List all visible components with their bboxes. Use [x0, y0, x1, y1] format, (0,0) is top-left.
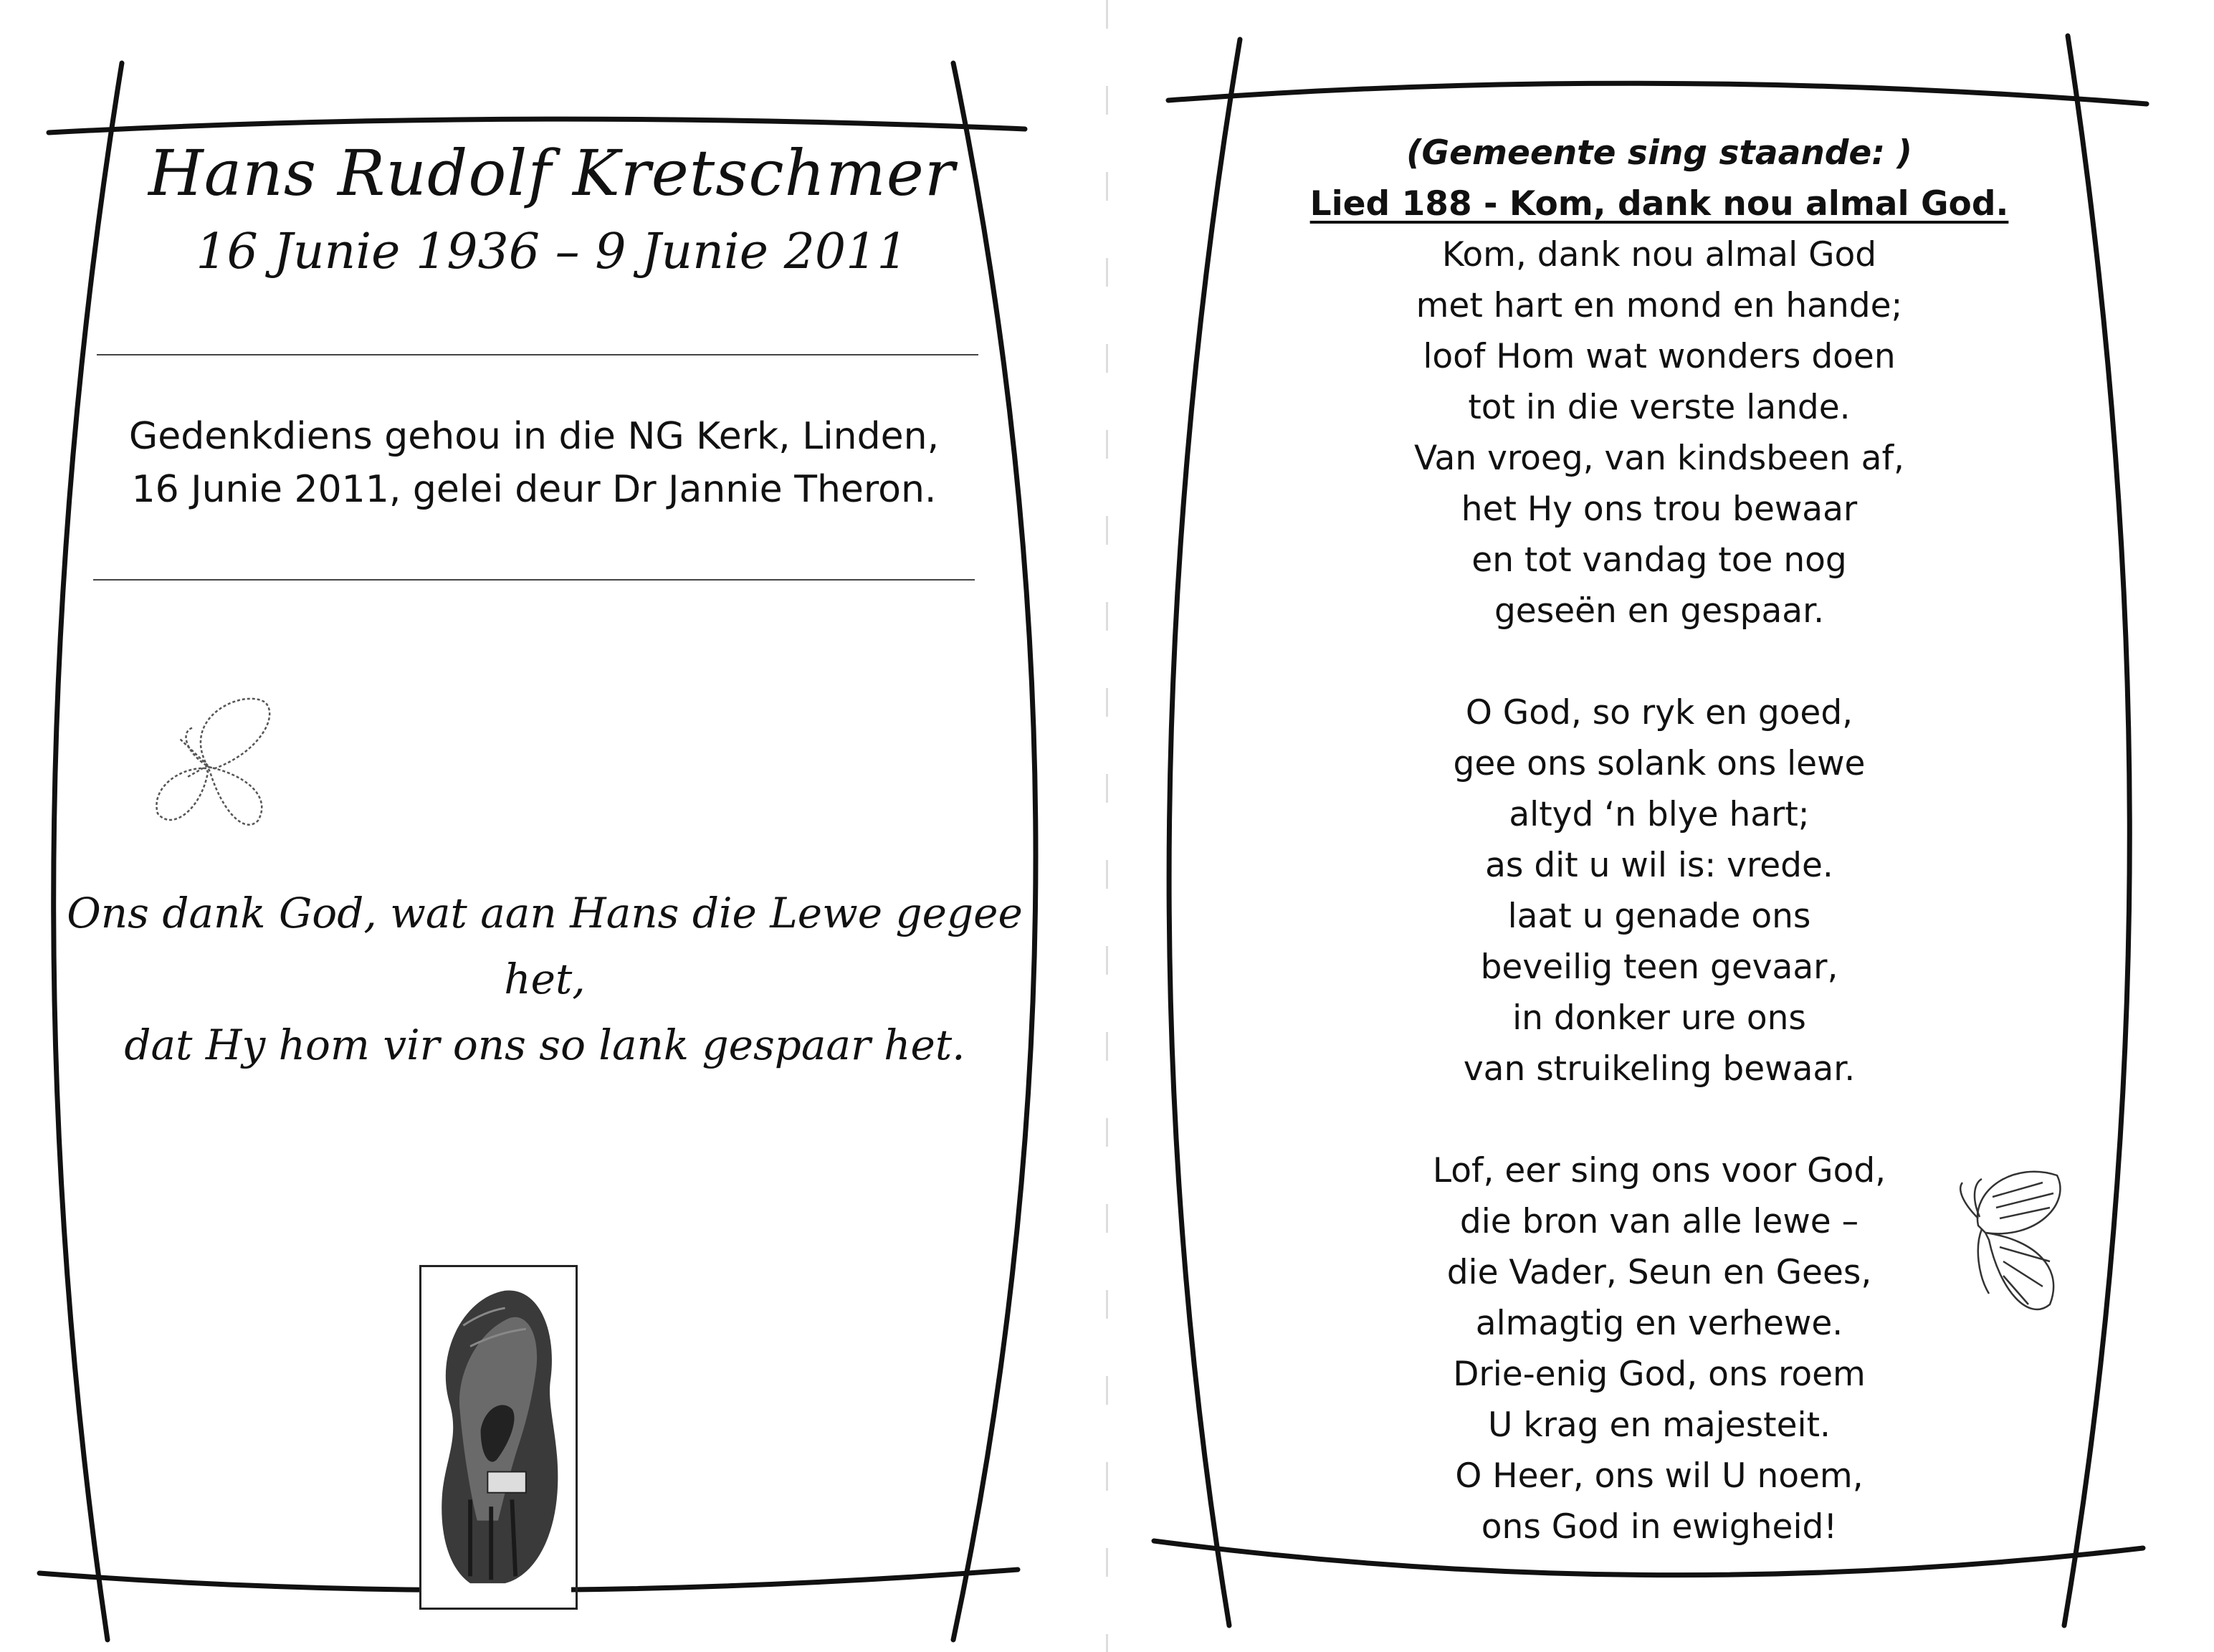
stanza-2-line: as dit u wil is: vrede. [1485, 846, 1833, 885]
praying-hands-icon [421, 1267, 571, 1603]
stanza-2-line: gee ons solank ons lewe [1453, 744, 1866, 783]
hymn-title: Lied 188 - Kom, dank nou almal God. [1309, 184, 2009, 224]
stanza-1-line: en tot vandag toe nog [1471, 540, 1847, 580]
life-dates: 16 Junie 1936 – 9 Junie 2011 [196, 224, 908, 280]
service-line: Gedenkdiens gehou in die NG Kerk, Linden, [128, 415, 940, 458]
stanza-2-line: laat u genade ons [1507, 897, 1811, 936]
verse-line: dat Hy hom vir ons so lank gespaar het. [124, 1021, 965, 1069]
stanza-2-line: van struikeling bewaar. [1463, 1049, 1856, 1089]
stanza-spacer [1107, 636, 2211, 687]
stanza-3-line: O Heer, ons wil U noem, [1455, 1456, 1864, 1496]
stanza-2-line: in donker ure ons [1512, 998, 1806, 1038]
stanza-2-line: beveilig teen gevaar, [1480, 947, 1838, 987]
left-frame-top [49, 119, 1025, 133]
memorial-verse [29, 880, 1061, 1078]
service-details [0, 410, 1068, 516]
stanza-2-line: O God, so ryk en goed, [1465, 693, 1853, 732]
praying-hands-image [419, 1265, 578, 1610]
stanza-1-line: met hart en mond en hande; [1416, 286, 1903, 325]
divider-bottom [93, 579, 975, 581]
divider-top [97, 354, 978, 355]
stanza-2-line: altyd ‘n blye hart; [1509, 795, 1810, 834]
stanza-3-line: almagtig en verhewe. [1475, 1304, 1843, 1343]
right-frame-top [1168, 83, 2147, 104]
butterfly-icon [136, 688, 287, 839]
stanza-3-line: die Vader, Seun en Gees, [1446, 1253, 1872, 1292]
stanza-3-line: ons God in ewigheid! [1481, 1507, 1838, 1547]
stanza-3-line: die bron van alle lewe – [1459, 1202, 1859, 1241]
stanza-1-line: Kom, dank nou almal God [1441, 235, 1877, 274]
butterfly-icon [1950, 1161, 2071, 1326]
stanza-3-line: Drie-enig God, ons roem [1453, 1355, 1866, 1394]
stanza-3-line: Lof, eer sing ons voor God, [1432, 1151, 1886, 1190]
stanza-3-line: U krag en majesteit. [1488, 1405, 1831, 1445]
verse-line: Ons dank God, wat aan Hans die Lewe gegee het, [67, 889, 1023, 1003]
service-line: 16 Junie 2011, gelei deur Dr Jannie Theron. [131, 468, 937, 511]
stanza-1-line: loof Hom wat wonders doen [1423, 337, 1896, 376]
stanza-1-line: tot in die verste lande. [1468, 388, 1851, 427]
hymn-lyrics [1107, 128, 2211, 1552]
stanza-1-line: Van vroeg, van kindsbeen af, [1414, 439, 1904, 478]
stanza-spacer [1107, 1094, 2211, 1145]
stanza-1-line: geseën en gespaar. [1494, 591, 1825, 631]
left-frame-left [54, 63, 122, 1640]
left-frame-right [953, 63, 1036, 1640]
stanza-1-line: het Hy ons trou bewaar [1461, 490, 1858, 529]
deceased-name: Hans Rudolf Kretschmer [148, 136, 955, 210]
congregation-instruction: (Gemeente sing staande: ) [1406, 133, 1912, 173]
